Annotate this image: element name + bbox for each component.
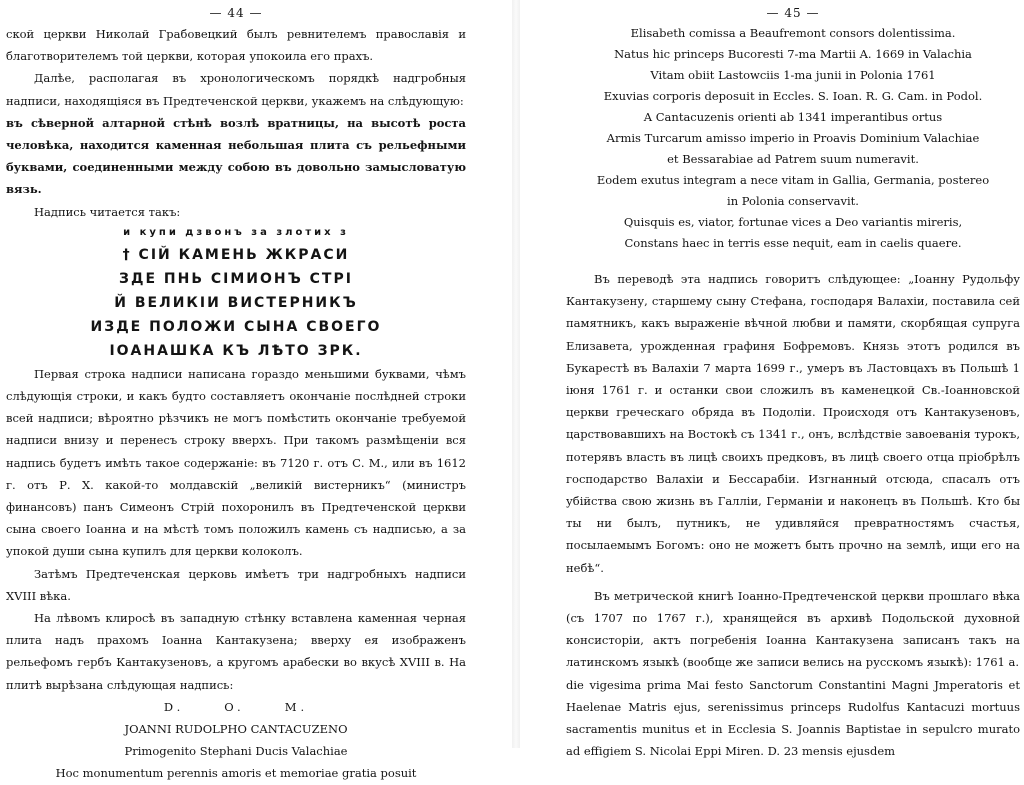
paragraph: Затѣмъ Предтеченская церковь имѣетъ три надгробныхъ надписи XVIII вѣка. bbox=[6, 566, 466, 603]
latin-line: Quisquis es, viator, fortunae vices a Deo variantis mireris, bbox=[623, 215, 963, 229]
paragraph: Въ метрической книгѣ Іоанно-Предтеченской церкви прошлаго вѣка (съ 1707 по 1767 г.), хранящейся въ архивѣ Подольской духовной консисторіи, актъ погребенія Іоанна Кантакузена записанъ такъ на латинскомъ языкѣ (вообще же записи велись на русскомъ языкѣ): 1761 a. bbox=[566, 588, 1020, 670]
dom-line bbox=[6, 696, 466, 718]
inscription-line: † СІЙ КАМЕНЬ ЖКРАСИ bbox=[122, 246, 350, 263]
latin-inscription bbox=[566, 23, 1020, 254]
slavonic-inscription bbox=[6, 223, 466, 363]
paragraph: Первая строка надписи написана гораздо меньшими буквами, чѣмъ слѣдующія строки, и какъ будто составляетъ окончаніе послѣдней строки всей надписи; вѣроятно рѣзчикъ не могъ помѣстить окончаніе требуемой надписи внизу и перенесъ строку вверхъ. При такомъ размѣщеніи вся надпись будетъ имѣть такое содержаніе: въ 7120 г. отъ С. М., или въ 1612 г. отъ Р. Х. какой-то молдавскій „великій вистерникъ“ (министръ финансовъ) панъ Симеонъ Стрій похоронилъ въ Предтеченской церкви сына своего Іоанна и на мѣстѣ томъ положилъ камень съ надписью, а за упокой души сына купилъ для церкви колоколъ. bbox=[6, 366, 466, 559]
paragraph: Надпись читается такъ: bbox=[34, 204, 181, 219]
left-page bbox=[0, 0, 512, 781]
latin-line: A Cantacuzenis orienti ab 1341 imperantibus ortus bbox=[643, 110, 943, 124]
latin-line: Elisabeth comissa a Beaufremont consors dolentissima. bbox=[630, 26, 956, 40]
latin-line: Constans haec in terris esse nequit, eam in caelis quaere. bbox=[624, 236, 962, 250]
page-number-left: — 44 — bbox=[209, 6, 263, 20]
latin-line: Exuvias corporis deposuit in Eccles. S. Ioan. R. G. Cam. in Podol. bbox=[603, 89, 983, 103]
page-number-right: — 45 — bbox=[766, 6, 820, 20]
paragraph-bold: въ сѣверной алтарной стѣнѣ возлѣ вратницы, на высотѣ роста человѣка, находится каменная небольшая плита съ рельефными буквами, соединенными между собою въ довольно замысловатую вязь. bbox=[6, 115, 466, 197]
latin-line: Natus hic princeps Bucoresti 7-ma Martii A. 1669 in Valachia bbox=[614, 47, 972, 61]
inscription-line: ЗДЕ ПНЬ СІМИОНЪ СТРІ bbox=[119, 270, 353, 287]
paragraph: Далѣе, располагая въ хронологическомъ порядкѣ надгробныя надписи, находящіяся въ Предтеченской церкви, укажемъ на слѣдующую: bbox=[6, 71, 466, 108]
latin-paragraph: die vigesima prima Mai festo Sanctorum Constantini Magni Jmperatoris et Haelenae Matris ejus, serenissimus princeps Rudolfus Kantacuzi mortuus sacramentis munitus et in Ecclesia S. Joannis Baptistae in sepulcro murato ad effigiem S. Nicolai Eppi Miren. D. 23 mensis ejusdem bbox=[566, 677, 1020, 758]
inscription-line: ИЗДЕ ПОЛОЖИ СЫНА СВОЕГО bbox=[90, 318, 382, 335]
latin-line: et Bessarabiae ad Patrem suum numeravit. bbox=[667, 152, 919, 166]
dom-letter: M. bbox=[284, 699, 309, 714]
right-page bbox=[520, 0, 1024, 758]
latin-line: in Polonia conservavit. bbox=[727, 194, 859, 208]
latin-line: JOANNI RUDOLPHO CANTACUZENO bbox=[124, 722, 348, 737]
dom-letter: O. bbox=[224, 699, 245, 714]
latin-line: Primogenito Stephani Ducis Valachiae bbox=[124, 744, 348, 759]
dom-letter: D. bbox=[163, 699, 185, 714]
latin-line: Hoc monumentum perennis amoris et memoriae gratia posuit bbox=[55, 766, 417, 781]
latin-line: Vitam obiit Lastowciis 1-ma junii in Polonia 1761 bbox=[650, 68, 936, 82]
paragraph: На лѣвомъ клиросѣ въ западную стѣнку вставлена каменная черная плита надъ прахомъ Іоанна Кантакузена; вверху ея изображенъ рельефомъ гербъ Кантакузеновъ, а кругомъ арабески во вкусѣ XVIII в. На плитѣ вырѣзана слѣдующая надпись: bbox=[6, 611, 466, 692]
book-gutter bbox=[512, 0, 520, 748]
inscription-line: ІОАНАШКА КЪ ЛѢТО ЗРК. bbox=[109, 342, 363, 359]
latin-line: Armis Turcarum amisso imperio in Proavis Dominium Valachiae bbox=[606, 131, 980, 145]
inscription-line: и купи дзвонъ за злотих з bbox=[123, 226, 349, 238]
paragraph: ской церкви Николай Грабовецкий былъ ревнителемъ православія и благотворителемъ той церкви, которая упокоила его прахъ. bbox=[6, 27, 466, 64]
paragraph: Въ переводѣ эта надпись говоритъ слѣдующее: „Іоанну Рудольфу Кантакузену, старшему сыну Стефана, господаря Валахіи, поставила сей памятникъ, какъ выраженіе вѣчной любви и памяти, скорбящая супруга Елизавета, урожденная графиня Бофремовъ. Князь этотъ родился въ Букарестѣ въ Валахіи 7 марта 1699 г., умеръ въ Ластовцахъ въ Польшѣ 1 іюня 1761 г. и останки свои сложилъ въ каменецкой Св.-Іоанновской церкви греческаго обряда въ Подоліи. Происходя отъ Кантакузеновъ, царствовавшихъ на Востокѣ съ 1341 г., онъ, вслѣдствіе завоеванія турокъ, потерявъ власть въ лицѣ своихъ предковъ, въ лицѣ своего отца пріобрѣлъ господарство Валахіи и Бессарабіи. Изгнанный отсюда, спасалъ отъ убійства свою жизнь въ Галліи, Германіи и наконецъ въ Польшѣ. Кто бы ты ни былъ, путникъ, не удивляйся превратностямъ счастья, посылаемымъ Богомъ: оно не можетъ быть прочно на землѣ, ищи его на небѣ“. bbox=[566, 272, 1020, 575]
inscription-line: Й ВЕЛИКІИ ВИСТЕРНИКЪ bbox=[114, 294, 358, 311]
latin-line: Eodem exutus integram a nece vitam in Gallia, Germania, postereo bbox=[596, 173, 990, 187]
